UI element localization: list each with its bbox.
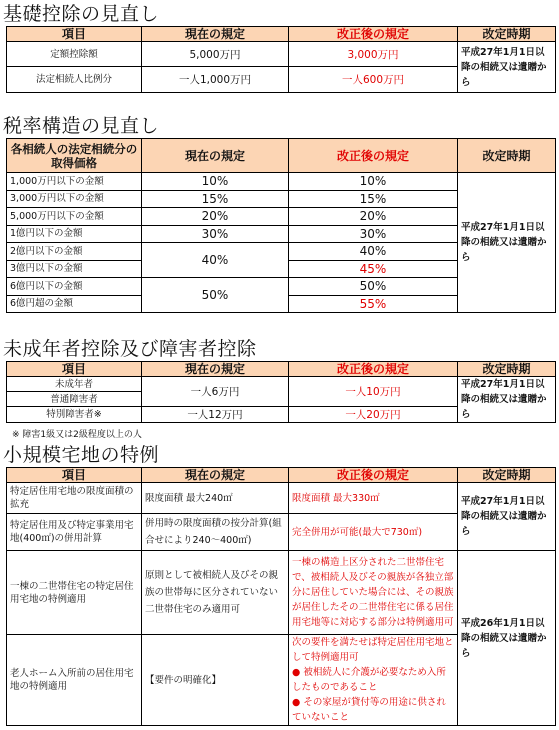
- bracket-cell: 6億円超の金額: [7, 295, 142, 313]
- revised-lead: 次の要件を満たせば特定居住用宅地として特例適用可: [292, 637, 454, 663]
- header-current: 現在の規定: [142, 139, 289, 173]
- header-current: 現在の規定: [142, 27, 289, 42]
- header-item: 項目: [7, 27, 142, 42]
- bracket-cell: 2億円以下の金額: [7, 243, 142, 261]
- revised-cell: 完全併用が可能(最大で730㎡): [289, 514, 458, 551]
- header-revised: 改正後の規定: [289, 27, 458, 42]
- revised-rate-cell: 55%: [289, 295, 458, 313]
- current-rate-cell: 20%: [142, 208, 289, 226]
- header-current: 現在の規定: [142, 468, 289, 483]
- current-cell: 5,000万円: [142, 42, 289, 67]
- revised-rate-cell: 30%: [289, 225, 458, 243]
- table-row: [7, 483, 556, 514]
- small-land-table: [6, 467, 556, 726]
- bracket-cell: 5,000万円以下の金額: [7, 208, 142, 226]
- revised-rate-cell: 45%: [289, 260, 458, 278]
- revised-cell: 一人600万円: [289, 67, 458, 93]
- item-cell: 普通障害者: [7, 392, 142, 407]
- header-revised: 改正後の規定: [289, 362, 458, 377]
- current-rate-cell: 30%: [142, 225, 289, 243]
- footnote: ※ 障害1級又は2級程度以上の人: [12, 430, 142, 440]
- revised-rate-cell: 50%: [289, 278, 458, 296]
- requirement-text: その家屋が貸付等の用途に供されていないこと: [292, 697, 446, 723]
- current-rate-cell: 40%: [142, 243, 289, 278]
- section-title-small-land: 小規模宅地の特例: [3, 444, 160, 466]
- requirement-item: [292, 665, 454, 695]
- timing-cell: 平成27年1月1日以降の相続又は遺贈から: [458, 377, 556, 423]
- current-cell: 【要件の明確化】: [142, 635, 289, 726]
- revised-cell: 一人20万円: [289, 407, 458, 423]
- item-cell: 特定居住用宅地の限度面積の拡充: [7, 483, 142, 514]
- requirement-item: [292, 695, 454, 725]
- table-row: [7, 377, 556, 392]
- header-timing: 改定時期: [458, 468, 556, 483]
- revised-cell: [289, 635, 458, 726]
- current-cell: 併用時の限度面積の按分計算(組合せにより240～400㎡): [142, 514, 289, 551]
- revised-cell: 限度面積 最大330㎡: [289, 483, 458, 514]
- header-timing: 改定時期: [458, 362, 556, 377]
- revised-cell: 3,000万円: [289, 42, 458, 67]
- bullet-icon: ●: [292, 667, 301, 678]
- current-cell: 一人1,000万円: [142, 67, 289, 93]
- current-cell: 一人12万円: [142, 407, 289, 423]
- revised-rate-cell: 20%: [289, 208, 458, 226]
- current-rate-cell: 50%: [142, 278, 289, 313]
- bracket-cell: 3,000万円以下の金額: [7, 190, 142, 208]
- item-cell: 特別障害者※: [7, 407, 142, 423]
- table-row: [7, 551, 556, 635]
- revised-rate-cell: 40%: [289, 243, 458, 261]
- table-row: [7, 42, 556, 67]
- revised-cell: 一人10万円: [289, 377, 458, 407]
- header-revised: 改正後の規定: [289, 468, 458, 483]
- current-cell: 限度面積 最大240㎡: [142, 483, 289, 514]
- section-title-minor-disability: 未成年者控除及び障害者控除: [3, 338, 257, 360]
- minor-disability-table: [6, 361, 556, 423]
- header-timing: 改定時期: [458, 27, 556, 42]
- revised-rate-cell: 15%: [289, 190, 458, 208]
- header-item: 項目: [7, 362, 142, 377]
- bracket-cell: 3億円以下の金額: [7, 260, 142, 278]
- item-cell: 定額控除額: [7, 42, 142, 67]
- bracket-cell: 1億円以下の金額: [7, 225, 142, 243]
- bullet-icon: ●: [292, 697, 301, 708]
- revised-cell: 一棟の構造上区分された二世帯住宅で、被相続人及びその親族が各独立部分に居住していた場合には、その親族が居住したその二世帯住宅に係る居住用宅地等に対応する部分は特例適用可: [289, 551, 458, 635]
- item-cell: 特定居住用及び特定事業用宅地(400㎡)の併用計算: [7, 514, 142, 551]
- revised-rate-cell: 10%: [289, 173, 458, 191]
- item-cell: 一棟の二世帯住宅の特定居住用宅地の特例適用: [7, 551, 142, 635]
- timing-cell: 平成27年1月1日以降の相続又は遺贈から: [458, 42, 556, 93]
- current-rate-cell: 15%: [142, 190, 289, 208]
- header-timing: 改定時期: [458, 139, 556, 173]
- item-cell: 法定相続人比例分: [7, 67, 142, 93]
- bracket-cell: 1,000万円以下の金額: [7, 173, 142, 191]
- item-cell: 未成年者: [7, 377, 142, 392]
- table-row: [7, 173, 556, 191]
- requirement-text: 被相続人に介護が必要なため入所したものであること: [292, 667, 446, 693]
- bracket-cell: 6億円以下の金額: [7, 278, 142, 296]
- basic-deduction-table: [6, 26, 556, 93]
- section-title-tax-rate: 税率構造の見直し: [3, 115, 160, 137]
- tax-rate-table: [6, 138, 556, 313]
- item-cell: 老人ホーム入所前の居住用宅地の特例適用: [7, 635, 142, 726]
- header-current: 現在の規定: [142, 362, 289, 377]
- timing-cell: 平成27年1月1日以降の相続又は遺贈から: [458, 173, 556, 313]
- header-revised: 改正後の規定: [289, 139, 458, 173]
- timing-cell: 平成26年1月1日以降の相続又は遺贈から: [458, 551, 556, 726]
- current-rate-cell: 10%: [142, 173, 289, 191]
- section-title-basic-deduction: 基礎控除の見直し: [3, 3, 160, 25]
- timing-cell: 平成27年1月1日以降の相続又は遺贈から: [458, 483, 556, 551]
- current-cell: 一人6万円: [142, 377, 289, 407]
- current-cell: 原則として被相続人及びその親族の世帯毎に区分されていない二世帯住宅のみ適用可: [142, 551, 289, 635]
- header-bracket: 各相続人の法定相続分の取得価格: [7, 139, 142, 173]
- header-item: 項目: [7, 468, 142, 483]
